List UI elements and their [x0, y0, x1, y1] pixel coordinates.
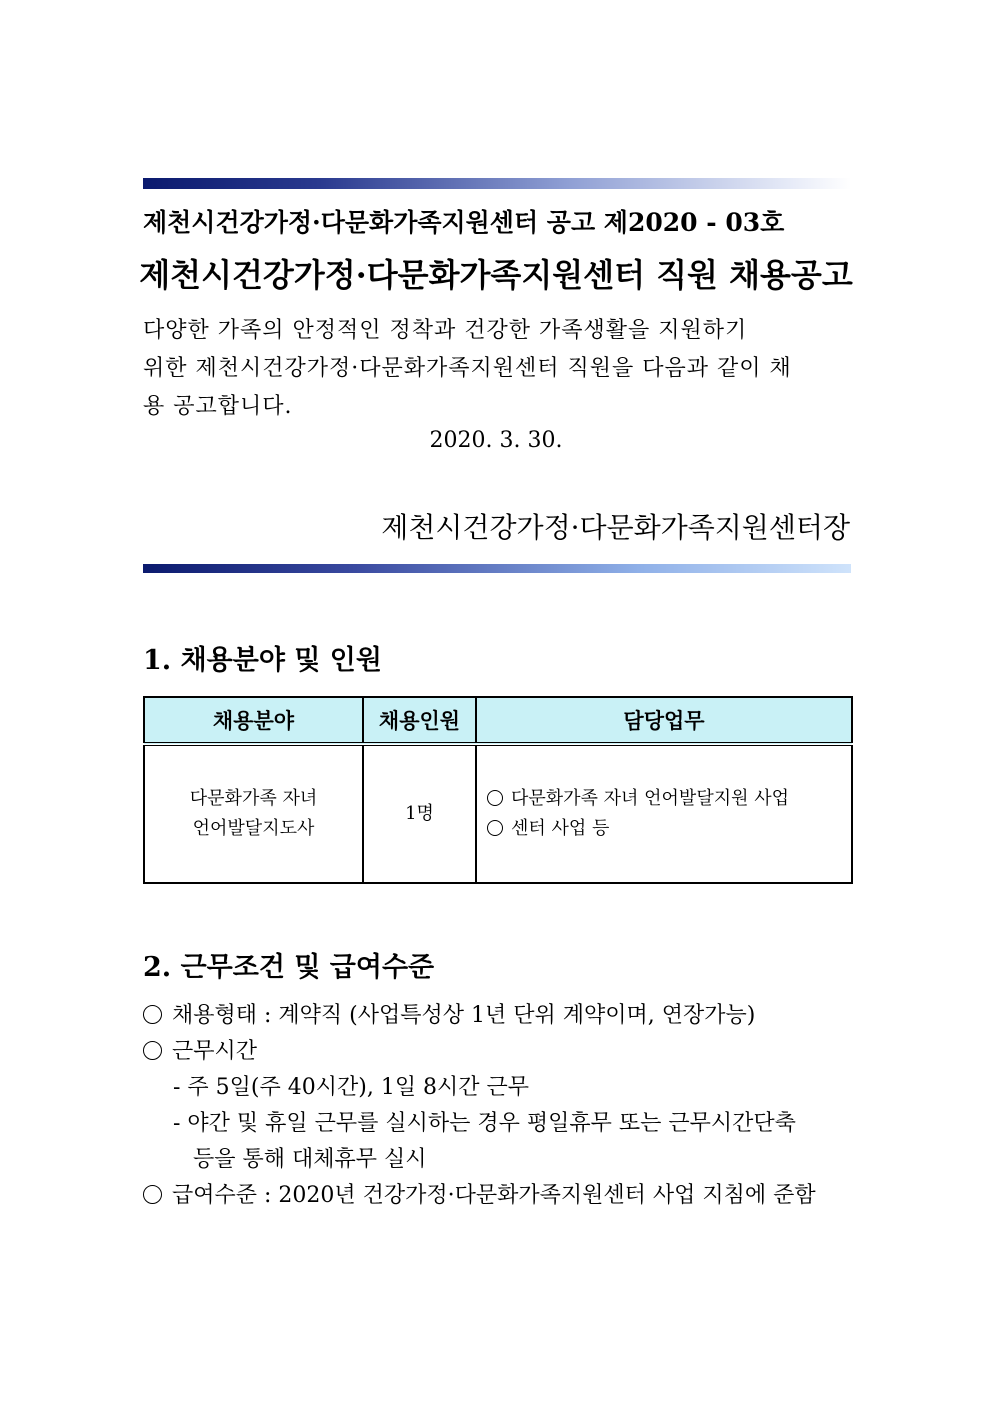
header-divider-top [143, 178, 851, 189]
work-hours-label: 근무시간 [172, 1039, 258, 1064]
salary-level: 급여수준 : 2020년 건강가정·다문화가족지원센터 사업 지침에 준함 [172, 1183, 816, 1208]
circle-bullet-icon [143, 1185, 162, 1204]
duty-text: 센터 사업 등 [511, 818, 610, 839]
table-row [144, 744, 852, 883]
table-header-row [144, 697, 852, 744]
notice-number: 제천시건강가정·다문화가족지원센터 공고 제2020 - 03호 [143, 208, 785, 237]
circle-bullet-icon [143, 1041, 162, 1060]
column-header-duty: 담당업무 [476, 697, 852, 744]
column-header-field: 채용분야 [144, 697, 363, 744]
circle-bullet-icon [487, 790, 503, 806]
page-title: 제천시건강가정·다문화가족지원센터 직원 채용공고 [139, 256, 853, 294]
column-header-count: 채용인원 [363, 697, 476, 744]
list-item [143, 998, 816, 1034]
field-line: 다문화가족 자녀 [189, 788, 318, 809]
header-divider-bottom [143, 564, 851, 573]
section-heading-conditions: 2. 근무조건 및 급여수준 [143, 952, 435, 983]
conditions-list [143, 998, 816, 1214]
intro-line: 다양한 가족의 안정적인 정착과 건강한 가족생활을 지원하기 [143, 318, 748, 343]
circle-bullet-icon [487, 820, 503, 836]
intro-line: 위한 제천시건강가정·다문화가족지원센터 직원을 다음과 같이 채 [143, 356, 792, 381]
duty-item [487, 784, 850, 814]
intro-line: 용 공고합니다. [143, 394, 293, 419]
list-item [143, 1034, 816, 1070]
duty-text: 다문화가족 자녀 언어발달지원 사업 [511, 788, 789, 809]
employment-type: 채용형태 : 계약직 (사업특성상 1년 단위 계약이며, 연장가능) [172, 1003, 756, 1028]
section-heading-recruitment: 1. 채용분야 및 인원 [143, 645, 382, 676]
intro-paragraph [143, 312, 853, 426]
notice-date: 2020. 3. 30. [429, 428, 563, 453]
cell-count: 1명 [363, 744, 476, 883]
cell-duty [476, 744, 852, 883]
recruitment-table [143, 696, 853, 884]
duty-item [487, 814, 850, 844]
list-subitem: - 야간 및 휴일 근무를 실시하는 경우 평일휴무 또는 근무시간단축 [173, 1111, 796, 1136]
circle-bullet-icon [143, 1005, 162, 1024]
list-subitem-continued: 등을 통해 대체휴무 실시 [193, 1147, 427, 1172]
list-subitem: - 주 5일(주 40시간), 1일 8시간 근무 [173, 1075, 530, 1100]
field-line: 언어발달지도사 [192, 818, 315, 839]
list-item [143, 1178, 816, 1214]
signer: 제천시건강가정·다문화가족지원센터장 [381, 511, 850, 544]
cell-field [144, 744, 363, 883]
